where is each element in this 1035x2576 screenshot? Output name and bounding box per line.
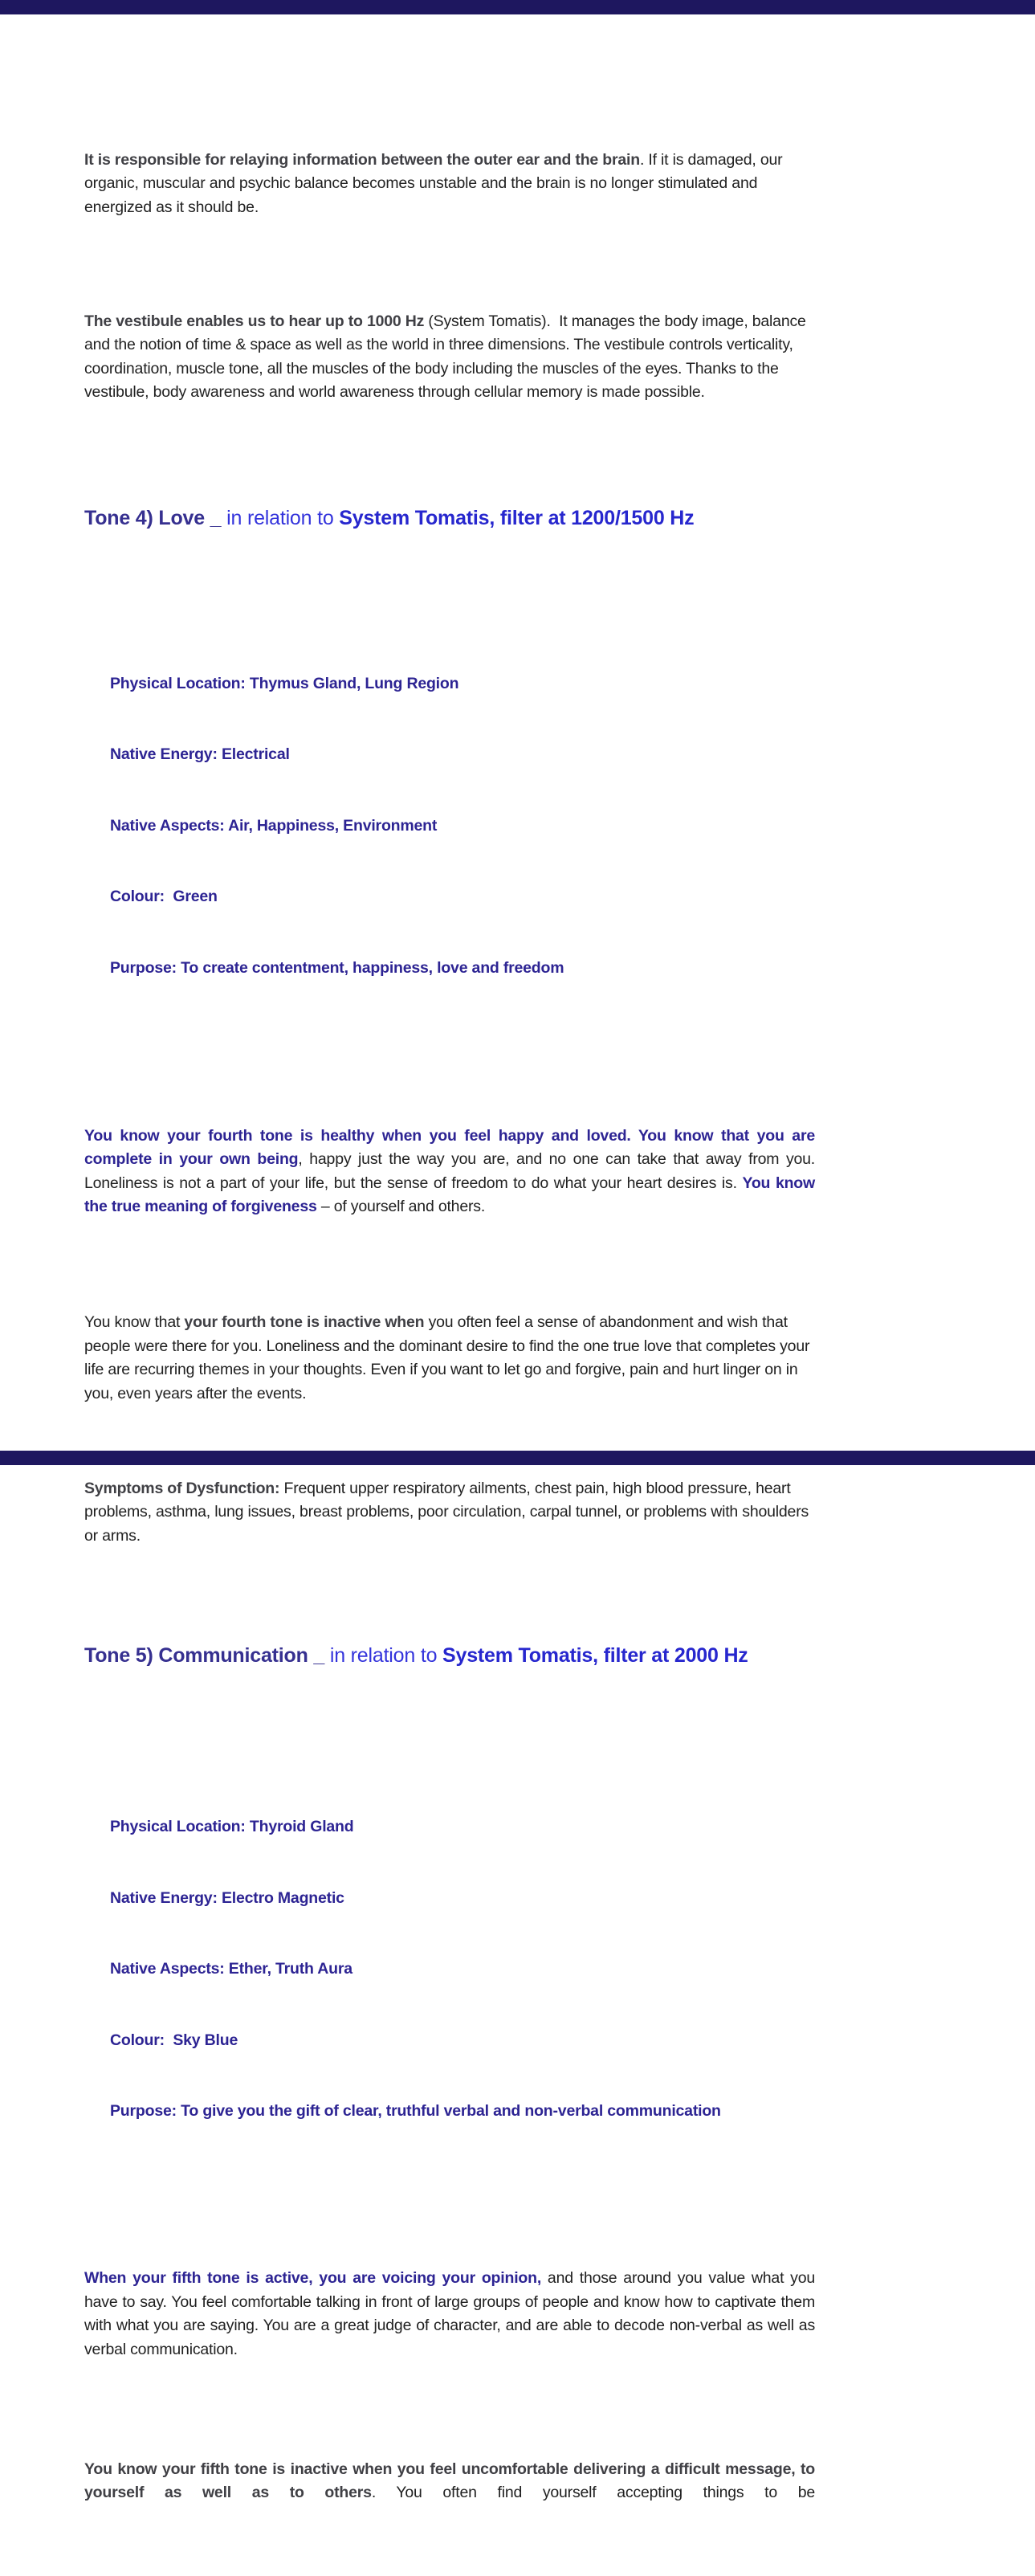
tone4-native-aspects: Native Aspects: Air, Happiness, Environment [110, 816, 438, 835]
intro-paragraph [84, 149, 815, 220]
tone5-attribute-list [84, 1768, 815, 2171]
page-content [84, 0, 820, 2576]
tone4-healthy-paragraph [84, 1125, 820, 1219]
text-run: (System Tomatis). It manages the body image, balance and the notion of time & space as well as the world in three dimensions. The vestibule controls verticality, coordination, muscle tone, all the muscles of the body including the muscles of the eyes. Thanks to the vestibule, body awareness and world awareness through cellular memory is made possible. [84, 312, 810, 401]
text-run: in relation to [226, 507, 340, 529]
text-run: . If it is damaged, our organic, muscular and psychic balance becomes unstable and the brain is no longer stimulated and energized as it should be. [84, 150, 787, 216]
tone5-colour: Colour: Sky Blue [110, 2031, 238, 2049]
tone5-purpose: Purpose: To give you the gift of clear, truthful verbal and non-verbal communication [110, 2102, 721, 2120]
text-run: System Tomatis, filter at 1200/1500 Hz [339, 507, 695, 529]
text-run: Symptoms of Dysfunction: [84, 1479, 280, 1497]
tone5-inactive-paragraph [84, 2458, 820, 2505]
tone4-native-energy: Native Energy: Electrical [110, 745, 290, 763]
tone5-active-paragraph [84, 2267, 820, 2362]
tone4-heading [84, 505, 815, 532]
tone5-native-aspects: Native Aspects: Ether, Truth Aura [110, 1960, 352, 1978]
text-run: When your fifth tone is active, you are voicing your opinion, [84, 2269, 542, 2287]
text-run: , happy just the way you are, and no one can take that away from you. Loneliness is not a part of your life, but the sense of freedom to do what your heart desires is. [84, 1150, 820, 1192]
text-run: It is responsible for relaying information between the outer ear and the brain [84, 150, 640, 169]
text-run: . You often find yourself accepting things to be [371, 2484, 816, 2501]
text-run: you often feel a sense of abandonment and wish that people were there for you. Loneliness and the dominant desire to find the one true love that completes your life are recurring themes in your thoughts. Even if you want to let go and forgive, pain and hurt linger on in you, even years after the events. [84, 1313, 814, 1402]
tone5-heading [84, 1643, 815, 1669]
text-run: You know that [84, 1313, 185, 1331]
tone4-attribute-list [84, 625, 815, 1028]
text-run: Tone 5) Communication _ [84, 1643, 330, 1667]
bottom-border-bar [0, 1451, 1035, 1465]
text-run: System Tomatis, filter at 2000 Hz [442, 1643, 748, 1667]
text-run: – of yourself and others. [316, 1198, 486, 1215]
text-run: You know your fourth tone is healthy when you feel happy and loved. You know that you are complete in your own being [84, 1126, 820, 1168]
text-run: The vestibule enables us to hear up to 1000 Hz [84, 312, 425, 330]
text-run: your fourth tone is inactive when [184, 1313, 425, 1331]
tone4-symptoms-paragraph [84, 1477, 815, 1549]
text-run: Frequent upper respiratory ailments, chest pain, high blood pressure, heart problems, asthma, lung issues, breast problems, poor circulation, carpal tunnel, or problems with shoulders or arms. [84, 1479, 813, 1545]
tone4-purpose: Purpose: To create contentment, happiness, love and freedom [110, 958, 564, 977]
text-run: in relation to [329, 1643, 443, 1667]
vestibule-paragraph [84, 310, 815, 405]
text-run: Tone 4) Love _ [84, 507, 227, 529]
tone5-native-energy: Native Energy: Electro Magnetic [110, 1888, 344, 1907]
tone4-colour: Colour: Green [110, 888, 218, 905]
text-run: and those around you value what you have to say. You feel comfortable talking in front of large groups of people and know how to captivate them with what you are saying. You are a great judge of character, and are able to decode non-verbal as well as verbal communication. [84, 2269, 820, 2358]
tone4-physical-location: Physical Location: Thymus Gland, Lung Region [110, 674, 459, 692]
tone5-physical-location: Physical Location: Thyroid Gland [110, 1818, 354, 1835]
tone4-inactive-paragraph [84, 1311, 815, 1406]
text-run: You know your fifth tone is inactive when you feel uncomfortable delivering a difficult message, to yourself as well as to others [84, 2460, 820, 2501]
text-run: You know the true meaning of forgiveness [84, 1174, 820, 1215]
